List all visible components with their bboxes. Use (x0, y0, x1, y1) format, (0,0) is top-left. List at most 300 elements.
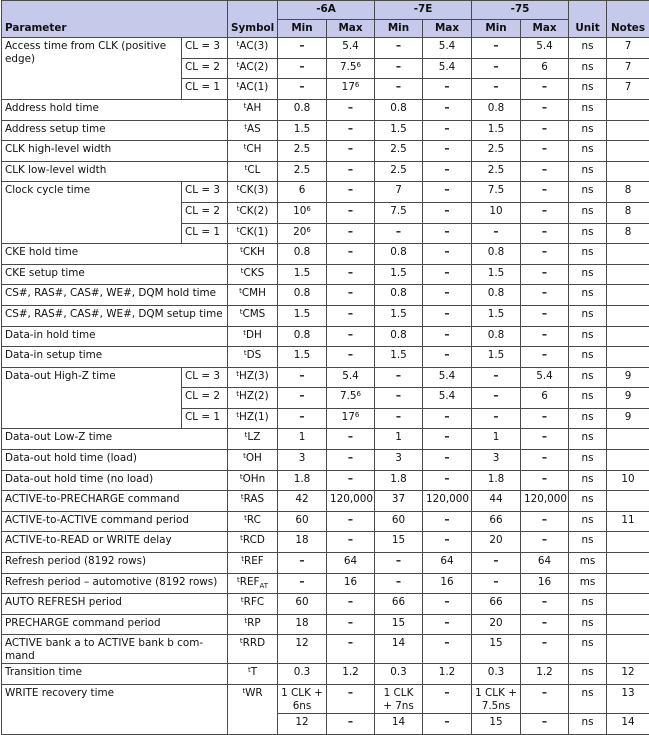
symbol-cell (228, 347, 278, 368)
symbol-cell (228, 450, 278, 471)
value-text: – (444, 81, 449, 93)
value-text: 1.5 (488, 123, 505, 135)
value-text: – (348, 287, 353, 299)
value-cell (423, 244, 472, 265)
symbol-text: DH (246, 329, 262, 341)
unit-cell: ns (569, 388, 607, 409)
value-cell (278, 305, 327, 326)
value-cell (423, 120, 472, 141)
value-cell (278, 714, 327, 735)
value-text: – (396, 81, 401, 93)
cl-cell: CL = 3 (182, 367, 228, 388)
symbol-text: CL (247, 164, 260, 176)
parameter-cell: CLK high-level width (2, 141, 228, 162)
header-grade-6a: -6A (278, 1, 375, 20)
notes-cell: 7 (607, 38, 649, 59)
value-cell (375, 714, 423, 735)
unit-cell: ns (569, 664, 607, 685)
value-text: 7.5 (390, 205, 407, 217)
value-text: – (542, 687, 547, 699)
value-cell (521, 202, 569, 223)
value-cell (472, 664, 521, 685)
value-text: 2.5 (390, 143, 407, 155)
value-text: – (444, 246, 449, 258)
symbol-prefix: t (244, 514, 247, 522)
symbol-text: AC(1) (239, 81, 268, 93)
table-row (2, 429, 649, 450)
notes-cell: 7 (607, 58, 649, 79)
symbol-prefix: t (239, 287, 242, 295)
value-cell (472, 470, 521, 491)
value-text: 5.4 (439, 61, 456, 73)
notes-cell: 9 (607, 388, 649, 409)
notes-cell: 13 (607, 685, 649, 714)
value-text: – (444, 617, 449, 629)
symbol-cell (228, 182, 278, 203)
unit-cell: ns (569, 58, 607, 79)
value-text: – (348, 431, 353, 443)
cl-cell: CL = 3 (182, 38, 228, 59)
value-cell (327, 532, 375, 553)
value-cell (521, 664, 569, 685)
value-cell (375, 182, 423, 203)
unit-cell: ms (569, 553, 607, 574)
symbol-text: CKH (243, 246, 265, 258)
symbol-text: CK(3) (239, 184, 268, 196)
value-cell (278, 450, 327, 471)
value-text: 0.8 (488, 102, 505, 114)
value-text: 1.5 (390, 308, 407, 320)
ac-characteristics-table (1, 0, 649, 735)
symbol-cell (228, 429, 278, 450)
value-text: 2.5 (294, 164, 311, 176)
value-cell (327, 614, 375, 635)
parameter-cell: Data-out Low-Z time (2, 429, 228, 450)
value-text: – (348, 246, 353, 258)
parameter-cell: CS#, RAS#, CAS#, WE#, DQM hold time (2, 285, 228, 306)
value-text: 1.5 (390, 123, 407, 135)
parameter-cell: Access time from CLK (positive edge) (2, 38, 182, 100)
notes-cell: 8 (607, 202, 649, 223)
table-row (2, 285, 649, 306)
symbol-text: REF (244, 555, 264, 567)
value-text: 0.8 (294, 246, 311, 258)
value-cell (327, 305, 375, 326)
value-cell (327, 714, 375, 735)
value-cell (423, 141, 472, 162)
value-text: 15 (489, 716, 502, 728)
value-text: – (348, 226, 353, 238)
value-text: – (542, 596, 547, 608)
value-cell (327, 594, 375, 615)
unit-cell: ns (569, 223, 607, 244)
value-cell (327, 450, 375, 471)
unit-cell: ns (569, 491, 607, 512)
symbol-text: CH (246, 143, 261, 155)
footnote-ref: 6 (357, 390, 361, 398)
value-text: – (542, 143, 547, 155)
parameter-cell: ACTIVE bank a to ACTIVE bank b com-mand (2, 635, 228, 664)
notes-cell: 10 (607, 470, 649, 491)
notes-cell (607, 573, 649, 594)
value-cell (472, 594, 521, 615)
symbol-prefix: t (243, 329, 246, 337)
value-cell (423, 285, 472, 306)
table-row (2, 38, 649, 59)
symbol-prefix: t (240, 473, 243, 481)
value-text: – (444, 102, 449, 114)
value-text: 1.2 (342, 666, 359, 678)
value-cell (327, 408, 375, 429)
notes-cell (607, 429, 649, 450)
symbol-prefix: t (236, 390, 239, 398)
value-text: – (444, 205, 449, 217)
symbol-cell (228, 223, 278, 244)
table-row (2, 305, 649, 326)
value-text: – (348, 102, 353, 114)
unit-cell: ns (569, 532, 607, 553)
value-text: – (299, 555, 304, 567)
value-text: – (493, 576, 498, 588)
symbol-prefix: t (237, 81, 240, 89)
value-text: 60 (392, 514, 405, 526)
cl-cell: CL = 2 (182, 58, 228, 79)
value-cell (521, 161, 569, 182)
value-text: 1 (493, 431, 500, 443)
value-text: 1.5 (488, 267, 505, 279)
value-cell (472, 120, 521, 141)
value-text: 66 (489, 514, 502, 526)
value-text: – (444, 473, 449, 485)
symbol-text: T (251, 666, 257, 678)
symbol-cell (228, 285, 278, 306)
value-cell (375, 367, 423, 388)
value-text: 15 (489, 637, 502, 649)
value-cell (375, 594, 423, 615)
value-cell (327, 491, 375, 512)
value-text: – (396, 576, 401, 588)
parameter-cell: Transition time (2, 664, 228, 685)
value-cell (375, 58, 423, 79)
value-text: 1.2 (439, 666, 456, 678)
value-text: – (348, 308, 353, 320)
symbol-text: CMS (242, 308, 265, 320)
value-text: 2.5 (294, 143, 311, 155)
value-text: – (542, 617, 547, 629)
value-text: 1 CLK + 6ns (281, 687, 323, 712)
value-text: 64 (440, 555, 453, 567)
unit-cell: ns (569, 408, 607, 429)
parameter-cell: Data-out hold time (load) (2, 450, 228, 471)
value-cell (327, 326, 375, 347)
parameter-cell: CLK low-level width (2, 161, 228, 182)
symbol-prefix: t (241, 555, 244, 563)
value-text: 16 (344, 576, 357, 588)
value-text: 120,000 (524, 493, 567, 505)
cl-cell: CL = 2 (182, 202, 228, 223)
value-text: 20 (489, 534, 502, 546)
value-cell (278, 99, 327, 120)
value-cell (327, 202, 375, 223)
value-cell (278, 244, 327, 265)
unit-cell: ns (569, 264, 607, 285)
notes-cell (607, 553, 649, 574)
symbol-text: RP (247, 617, 261, 629)
value-cell (327, 223, 375, 244)
header-unit: Unit (569, 1, 607, 38)
value-cell (423, 594, 472, 615)
notes-cell (607, 305, 649, 326)
value-cell (278, 79, 327, 100)
table-row (2, 511, 649, 532)
parameter-cell: PRECHARGE command period (2, 614, 228, 635)
value-cell (423, 635, 472, 664)
value-text: – (348, 596, 353, 608)
value-text: 1.5 (488, 349, 505, 361)
notes-cell (607, 532, 649, 553)
value-text: – (444, 431, 449, 443)
value-cell (375, 635, 423, 664)
value-cell (327, 244, 375, 265)
value-text: 20 (293, 226, 306, 238)
parameter-cell: ACTIVE-to-PRECHARGE command (2, 491, 228, 512)
value-text: – (493, 390, 498, 402)
value-text: 37 (392, 493, 405, 505)
symbol-cell (228, 408, 278, 429)
symbol-prefix: t (237, 576, 240, 584)
value-cell (278, 635, 327, 664)
cl-cell: CL = 1 (182, 79, 228, 100)
symbol-text: HZ(1) (239, 411, 269, 423)
value-text: 44 (489, 493, 502, 505)
symbol-text: WR (245, 687, 263, 699)
header-min: Min (472, 19, 521, 38)
parameter-cell: Refresh period – automotive (8192 rows) (2, 573, 228, 594)
value-cell (521, 120, 569, 141)
footnote-ref: 6 (306, 205, 310, 213)
value-cell (472, 285, 521, 306)
symbol-text: LZ (247, 431, 260, 443)
value-text: 0.3 (390, 666, 407, 678)
parameter-cell: ACTIVE-to-READ or WRITE delay (2, 532, 228, 553)
symbol-prefix: t (241, 267, 244, 275)
value-text: 5.4 (342, 40, 359, 52)
value-cell (327, 79, 375, 100)
value-cell (278, 388, 327, 409)
value-cell (472, 714, 521, 735)
value-text: 12 (295, 716, 308, 728)
cl-cell: CL = 1 (182, 408, 228, 429)
value-cell (472, 38, 521, 59)
table-row (2, 347, 649, 368)
value-cell (278, 182, 327, 203)
value-cell (423, 553, 472, 574)
value-cell (423, 408, 472, 429)
value-text: – (348, 452, 353, 464)
value-cell (375, 141, 423, 162)
symbol-prefix: t (242, 687, 245, 695)
value-text: 1 (395, 431, 402, 443)
unit-cell: ns (569, 244, 607, 265)
symbol-text: RCD (243, 534, 265, 546)
symbol-prefix: t (237, 184, 240, 192)
value-text: – (396, 61, 401, 73)
value-text: 0.8 (294, 329, 311, 341)
symbol-text: HZ(2) (239, 390, 269, 402)
value-text: 0.8 (390, 246, 407, 258)
value-text: 64 (344, 555, 357, 567)
value-text: 6 (541, 61, 548, 73)
value-text: 6 (541, 390, 548, 402)
symbol-prefix: t (236, 370, 239, 378)
unit-cell: ns (569, 305, 607, 326)
value-text: – (348, 514, 353, 526)
value-cell (375, 326, 423, 347)
value-text: – (542, 534, 547, 546)
notes-cell (607, 491, 649, 512)
table-row (2, 470, 649, 491)
value-text: – (542, 184, 547, 196)
symbol-text: RC (247, 514, 261, 526)
header-grade-7e: -7E (375, 1, 472, 20)
value-text: 1.8 (390, 473, 407, 485)
value-text: – (542, 514, 547, 526)
value-text: – (348, 164, 353, 176)
value-text: – (444, 637, 449, 649)
table-row (2, 594, 649, 615)
value-cell (278, 38, 327, 59)
value-text: 1.5 (390, 267, 407, 279)
value-text: 2.5 (488, 164, 505, 176)
value-text: 0.8 (390, 287, 407, 299)
symbol-text: CMH (242, 287, 266, 299)
value-text: – (348, 637, 353, 649)
value-text: 1.5 (488, 308, 505, 320)
value-cell (521, 614, 569, 635)
value-text: – (542, 246, 547, 258)
symbol-subscript: AT (259, 582, 268, 590)
symbol-text: AH (246, 102, 261, 114)
unit-cell: ns (569, 685, 607, 714)
symbol-cell (228, 511, 278, 532)
value-text: – (299, 61, 304, 73)
value-cell (327, 367, 375, 388)
symbol-prefix: t (244, 143, 247, 151)
value-text: 120,000 (330, 493, 373, 505)
footnote-ref: 6 (306, 226, 310, 234)
parameter-cell: Address hold time (2, 99, 228, 120)
value-cell (423, 664, 472, 685)
header-max: Max (327, 19, 375, 38)
value-text: – (444, 596, 449, 608)
footnote-ref: 6 (357, 61, 361, 69)
value-text: – (493, 81, 498, 93)
symbol-text: CKS (244, 267, 265, 279)
value-text: 15 (392, 534, 405, 546)
value-cell (472, 182, 521, 203)
value-cell (472, 58, 521, 79)
value-cell (327, 511, 375, 532)
value-text: 1.2 (536, 666, 553, 678)
symbol-cell (228, 244, 278, 265)
value-cell (327, 264, 375, 285)
value-cell (472, 491, 521, 512)
footnote-ref: 6 (355, 411, 359, 419)
header-notes: Notes (607, 1, 649, 38)
value-text: – (348, 349, 353, 361)
value-cell (278, 553, 327, 574)
symbol-prefix: t (237, 40, 240, 48)
notes-cell (607, 120, 649, 141)
value-text: – (542, 81, 547, 93)
value-cell (327, 99, 375, 120)
table-row (2, 326, 649, 347)
symbol-text: CK(1) (239, 226, 268, 238)
table-row (2, 664, 649, 685)
value-cell (423, 429, 472, 450)
value-cell (521, 347, 569, 368)
value-text: – (348, 184, 353, 196)
value-text: – (299, 390, 304, 402)
value-cell (472, 326, 521, 347)
footnote-ref: 6 (355, 81, 359, 89)
value-text: – (396, 411, 401, 423)
value-cell (375, 305, 423, 326)
value-text: – (542, 637, 547, 649)
value-cell (521, 79, 569, 100)
value-cell (423, 367, 472, 388)
symbol-cell (228, 141, 278, 162)
symbol-prefix: t (245, 431, 248, 439)
unit-cell: ns (569, 511, 607, 532)
value-text: 0.3 (488, 666, 505, 678)
value-text: – (542, 267, 547, 279)
value-cell (278, 470, 327, 491)
value-cell (375, 38, 423, 59)
value-text: 12 (295, 637, 308, 649)
value-text: – (444, 287, 449, 299)
value-cell (521, 470, 569, 491)
table-row (2, 553, 649, 574)
value-text: – (348, 123, 353, 135)
value-cell (278, 264, 327, 285)
value-text: – (444, 514, 449, 526)
symbol-text: AC(3) (239, 40, 268, 52)
value-cell (521, 264, 569, 285)
unit-cell: ns (569, 161, 607, 182)
table-row (2, 120, 649, 141)
value-cell (375, 553, 423, 574)
value-text: – (348, 473, 353, 485)
value-text: 1.5 (294, 267, 311, 279)
value-cell (521, 553, 569, 574)
header-max: Max (423, 19, 472, 38)
unit-cell: ms (569, 573, 607, 594)
header-symbol: Symbol (228, 1, 278, 38)
symbol-cell (228, 99, 278, 120)
value-cell (327, 120, 375, 141)
value-text: – (444, 687, 449, 699)
value-cell (423, 58, 472, 79)
parameter-cell: AUTO REFRESH period (2, 594, 228, 615)
value-text: 3 (395, 452, 402, 464)
value-text: 66 (489, 596, 502, 608)
symbol-prefix: t (244, 123, 247, 131)
value-cell (423, 450, 472, 471)
table-row (2, 141, 649, 162)
value-cell (521, 573, 569, 594)
value-text: – (542, 226, 547, 238)
